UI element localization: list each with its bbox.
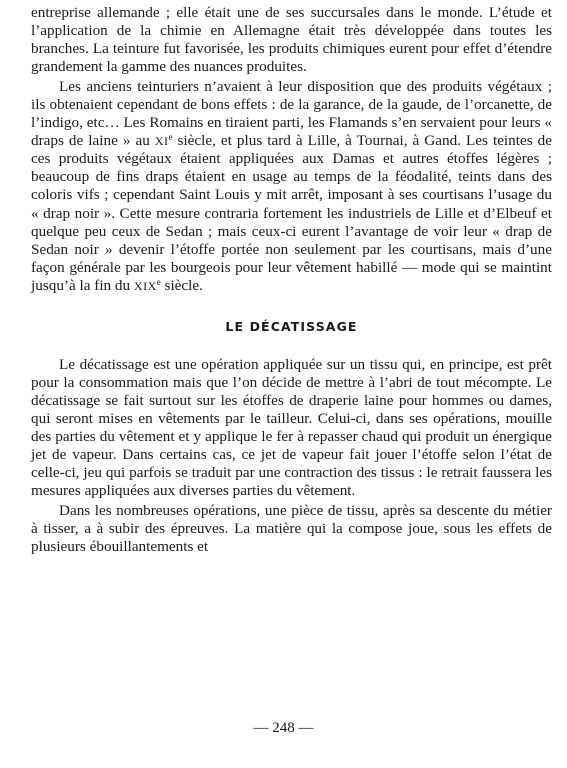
- paragraph-dyes: [31, 78, 552, 295]
- page-body: [31, 4, 552, 556]
- paragraph-operations: Dans les nombreuses opérations, une pièce de tissu, après sa descente du métier à tisser, a à subir des épreuves. La matière qui la compose joue, sous les effets de plusieurs ébouillantements et: [31, 502, 552, 556]
- heading-gap: [31, 336, 552, 356]
- paragraph-decatissage: Le décatissage est une opération appliquée sur un tissu qui, en principe, est prêt pour la consommation mais que l’on décide de mettre à l’abri de tout mécompte. Le décatissage se fait surtout sur les étoffes de draperie laine pour hommes ou dames, qui seront mises en vêtements par le tailleur. Celui-ci, dans ses opérations, mouille des parties du vêtement et y applique le fer à repasser chaud qui produit un énergique jet de vapeur. Dans certains cas, ce jet de vapeur fait jouer l’étoffe selon l’état de celle-ci, jeu qui parfois se traduit par une contraction des tissus : le retrait faussera les mesures appliquées aux diverses parties du vêtement.: [31, 355, 552, 500]
- paragraph-dyes-text-b: siècle, et plus tard à Lille, à Tournai, à Gand. Les teintes de ces produits végétaux étaient appliquées aux Damas et autres étoffes légères ; beaucoup de fins draps étaient en usage au temps de la féodalité, teints dans des coloris vifs ; cependant Saint Louis y mit arrêt, imposant à ses courtisans l’usage du « drap noir ». Cette mesure contraria fortement les industriels de Lille et d’Elbeuf et quelque peu ceux de Sedan ; mais ceux-ci eurent l’avantage de voir leur « drap de Sedan noir » devenir l’étoffe portée non seulement par les courtisans, mais d’une façon générale par les bourgeois pour leur vêtement habillé — mode qui se maintint jusqu’à la fin du: [31, 132, 552, 294]
- century-superscript-11: e: [168, 132, 173, 143]
- page-number: — 248 —: [253, 720, 314, 736]
- century-superscript-19: e: [156, 276, 161, 287]
- paragraph-continued: entreprise allemande ; elle était une de ses succursales dans le monde. L’étude et l’application de la chimie en Allemagne était très développée dans toutes les branches. La teinture fut favorisée, les produits chimiques eurent pour effet d’étendre grandement la gamme des nuances produites.: [31, 4, 552, 76]
- paragraph-dyes-text-a: Les anciens teinturiers n’avaient à leur disposition que des produits végétaux ; ils obtenaient cependant de bons effets : de la garance, de la gaude, de l’orcanette, de l’indigo, etc… Les Romains en tiraient parti, les Flamands s’en servaient pour leurs « draps de laine » au: [31, 78, 552, 150]
- century-numeral-11: XI: [154, 134, 169, 149]
- century-numeral-19: XIX: [133, 278, 157, 293]
- paragraph-dyes-text-c: siècle.: [160, 276, 203, 294]
- section-heading: LE DÉCATISSAGE: [225, 318, 358, 334]
